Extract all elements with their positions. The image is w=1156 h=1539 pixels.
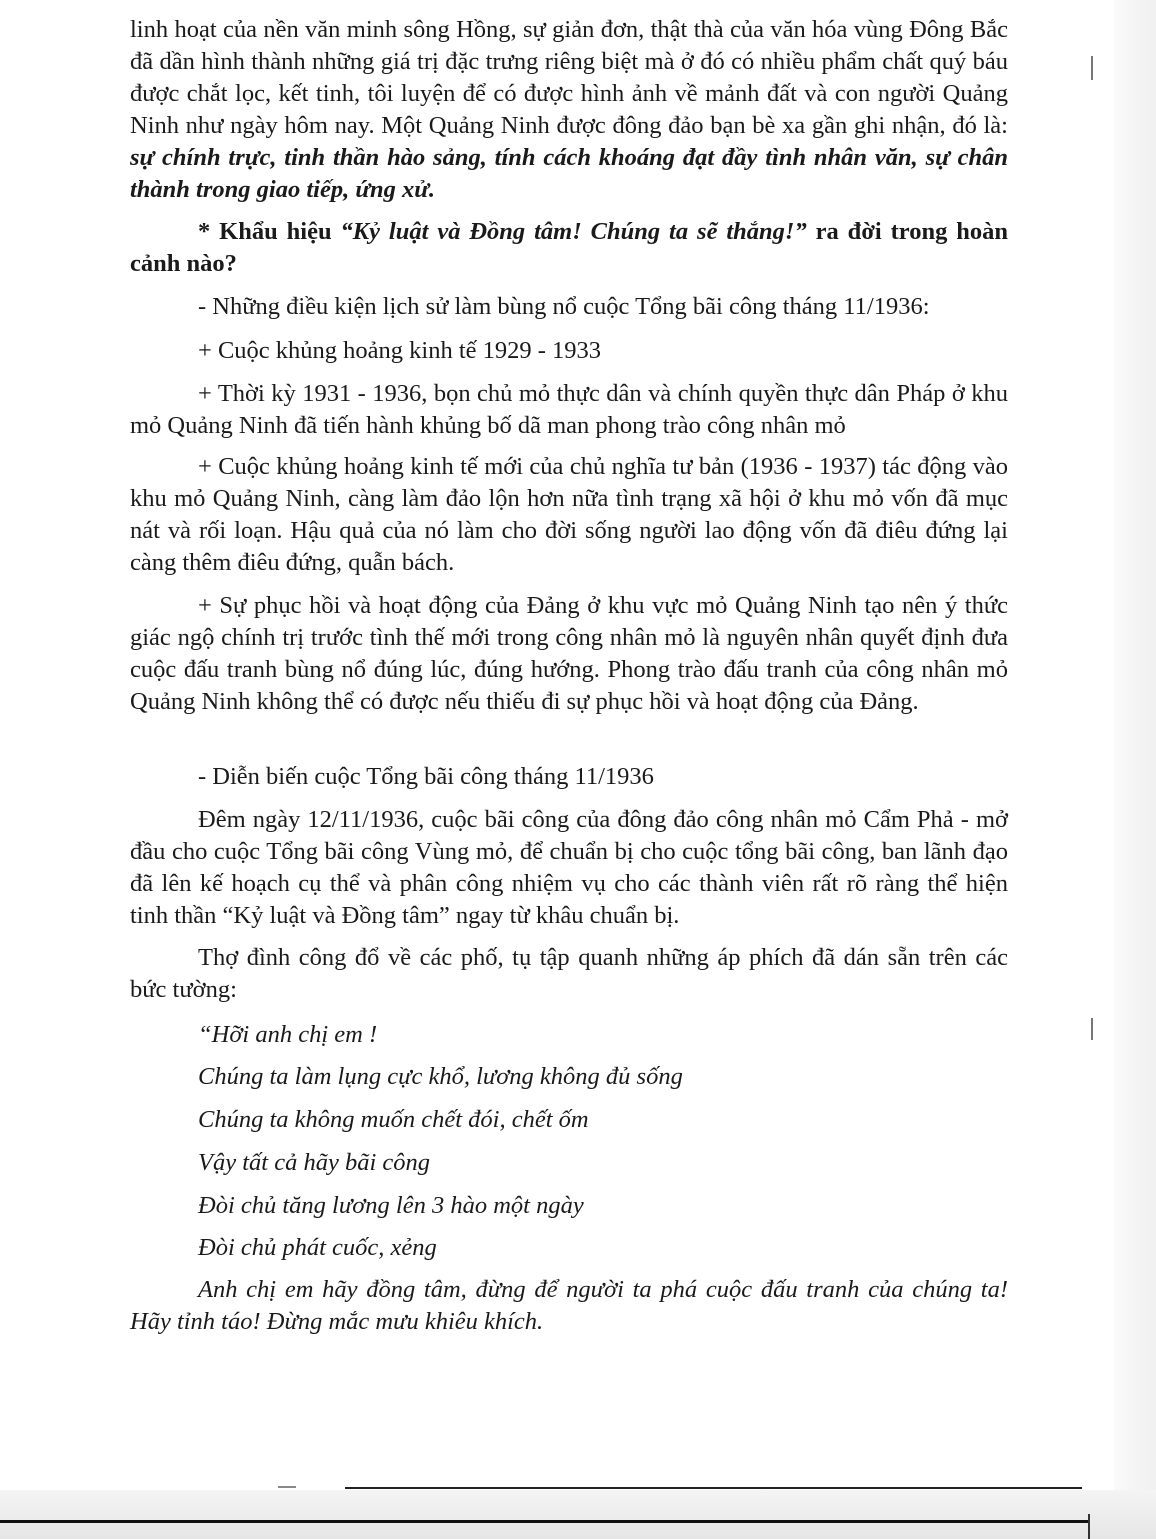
footer-mark bbox=[278, 1486, 296, 1488]
paragraph-terror: + Thời kỳ 1931 - 1936, bọn chủ mỏ thực dân và chính quyền thực dân Pháp ở khu mỏ Quảng Ninh đã tiến hành khủng bố dã man phong trào công nhân mỏ bbox=[130, 380, 1008, 439]
paragraph-crisis: + Cuộc khủng hoảng kinh tế 1929 - 1933 bbox=[198, 337, 602, 364]
margin-mark bbox=[1091, 56, 1093, 80]
paragraph-intro bbox=[130, 14, 1008, 206]
paragraph-conditions: - Những điều kiện lịch sử làm bùng nổ cuộc Tổng bãi công tháng 11/1936: bbox=[198, 293, 930, 320]
poster-closing: Anh chị em hãy đồng tâm, đừng để người ta phá cuộc đấu tranh của chúng ta! Hãy tỉnh táo! Đừng mắc mưu khiêu khích. bbox=[130, 1276, 1008, 1335]
poster-line: “Hỡi anh chị em ! bbox=[198, 1021, 378, 1048]
poster-line: Vậy tất cả hãy bãi công bbox=[198, 1149, 431, 1176]
question-heading bbox=[130, 216, 1008, 280]
footer-rule bbox=[345, 1487, 1082, 1489]
paragraph-events: Đêm ngày 12/11/1936, cuộc bãi công của đông đảo công nhân mỏ Cẩm Phả - mở đầu cho cuộc Tổng bãi công Vùng mỏ, để chuẩn bị cho cuộc tổng bãi công, ban lãnh đạo đã lên kế hoạch cụ thể và phân công nhiệm vụ cho các thành viên rất rõ ràng thể hiện tinh thần “Kỷ luật và Đồng tâm” ngay từ khâu chuẩn bị. bbox=[130, 806, 1008, 929]
paragraph-intro-emphasis: sự chính trực, tinh thần hào sảng, tính cách khoáng đạt đầy tình nhân văn, sự chân thành trong giao tiếp, ứng xử. bbox=[130, 144, 1008, 203]
paragraph-party: + Sự phục hồi và hoạt động của Đảng ở khu vực mỏ Quảng Ninh tạo nên ý thức giác ngộ chính trị trước tình thế mới trong công nhân mỏ là nguyên nhân quyết định đưa cuộc đấu tranh bùng nổ đúng lúc, đúng hướng. Phong trào đấu tranh của công nhân mỏ Quảng Ninh không thể có được nếu thiếu đi sự phục hồi và hoạt động của Đảng. bbox=[130, 592, 1008, 715]
poster-line: Chúng ta làm lụng cực khổ, lương không đủ sống bbox=[198, 1063, 683, 1090]
question-suffix: ra đời trong hoàn cảnh nào? bbox=[130, 218, 1008, 277]
poster-line: Đòi chủ phát cuốc, xẻng bbox=[198, 1234, 437, 1261]
poster-line: Chúng ta không muốn chết đói, chết ốm bbox=[198, 1106, 589, 1133]
paragraph-strikers: Thợ đình công đổ về các phố, tụ tập quanh những áp phích đã dán sẵn trên các bức tường: bbox=[130, 944, 1008, 1003]
margin-mark bbox=[1091, 1018, 1093, 1040]
poster-line: Đòi chủ tăng lương lên 3 hào một ngày bbox=[198, 1192, 584, 1219]
page-edge-shadow bbox=[1114, 0, 1156, 1539]
paragraph-intro-text: linh hoạt của nền văn minh sông Hồng, sự giản đơn, thật thà của văn hóa vùng Đông Bắc đã dần hình thành những giá trị đặc trưng riêng biệt mà ở đó có nhiều phẩm chất quý báu được chắt lọc, kết tinh, tôi luyện để có được hình ảnh về mảnh đất và con người Quảng Ninh như ngày hôm nay. Một Quảng Ninh được đông đảo bạn bè xa gần ghi nhận, đó là: bbox=[130, 16, 1008, 139]
paragraph-new-crisis: + Cuộc khủng hoảng kinh tế mới của chủ nghĩa tư bản (1936 - 1937) tác động vào khu mỏ Quảng Ninh, càng làm đảo lộn hơn nữa tình trạng xã hội ở khu mỏ vốn đã mục nát và rối loạn. Hậu quả của nó làm cho đời sống người lao động vốn đã điêu đứng lại càng thêm điêu đứng, quẫn bách. bbox=[130, 453, 1008, 576]
page-corner-edge bbox=[1088, 1514, 1090, 1539]
page-bottom-shadow bbox=[0, 1490, 1156, 1539]
question-prefix: * Khẩu hiệu bbox=[198, 218, 341, 245]
question-slogan: “Kỷ luật và Đồng tâm! Chúng ta sẽ thắng!” bbox=[340, 218, 807, 245]
page-bottom-edge bbox=[0, 1520, 1090, 1523]
paragraph-events-heading: - Diễn biến cuộc Tổng bãi công tháng 11/1936 bbox=[198, 763, 654, 790]
